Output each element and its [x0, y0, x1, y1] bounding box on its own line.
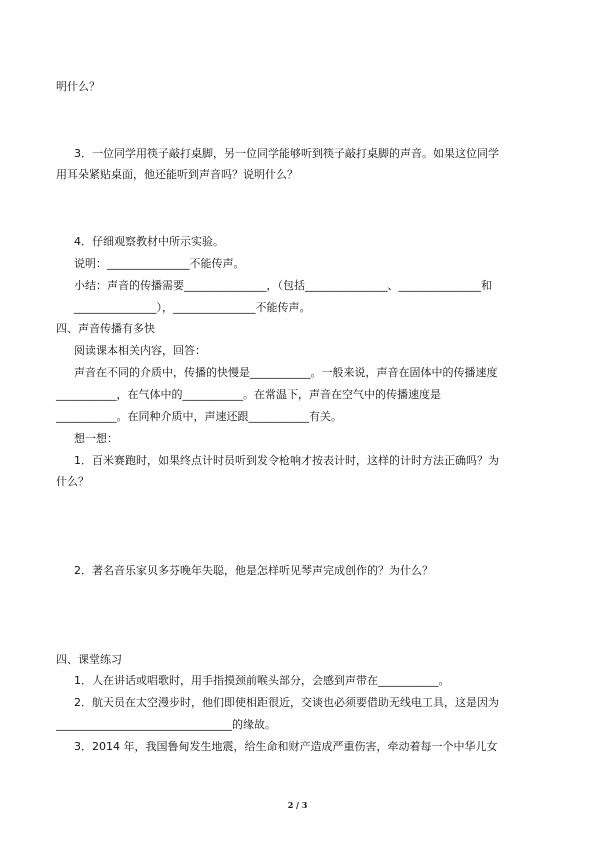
- think-question-2: 2．著名音乐家贝多芬晚年失聪，他是怎样听见琴声完成创作的？为什么？: [74, 564, 433, 577]
- page-number: 2 / 3: [287, 800, 308, 810]
- section-heading-practice: 四、课堂练习: [56, 653, 122, 666]
- summary-line-2: _______________），_______________不能传声。: [74, 301, 311, 314]
- question-3-line-2: 用耳朵紧贴桌面，他还能听到声音吗？说明什么？: [56, 168, 298, 181]
- speed-text-line-3: ___________。在同种介质中，声速还跟___________有关。: [56, 410, 342, 423]
- speed-text-line-2: ___________，在气体中的___________。在常温下，声音在空气中的传播速度是: [56, 388, 441, 401]
- question-3-line-1: 3．一位同学用筷子敲打桌脚，另一位同学能够听到筷子敲打桌脚的声音。如果这位同学: [74, 147, 499, 160]
- practice-question-3-line-1: 3．2014 年，我国鲁甸发生地震，给生命和财产造成严重伤害，牵动着每一个中华儿女: [74, 740, 498, 753]
- practice-question-2-line-1: 2．航天员在太空漫步时，他们即使相距很近，交谈也必须要借助无线电工具，这是因为: [74, 696, 499, 709]
- explanation-line: 说明：_______________不能传声。: [74, 257, 245, 270]
- think-question-1-line-2: 什么？: [56, 475, 89, 488]
- reading-instruction: 阅读课本相关内容，回答：: [74, 344, 206, 357]
- summary-line-1: 小结：声音的传播需要_______________，（包括_______________、_______________和: [74, 279, 492, 292]
- practice-question-2-line-2: ________________________________的缘故。: [56, 718, 276, 731]
- question-4: 4．仔细观察教材中所示实验。: [74, 235, 224, 248]
- practice-question-1: 1．人在讲话或唱歌时，用手指摸颈前喉头部分，会感到声带在___________。: [74, 674, 450, 687]
- text-line-continuation: 明什么？: [56, 80, 100, 93]
- speed-text-line-1: 声音在不同的介质中，传播的快慢是___________。一般来说，声音在固体中的传播速度: [74, 366, 498, 379]
- think-heading: 想一想：: [74, 432, 118, 445]
- think-question-1-line-1: 1．百米赛跑时，如果终点计时员听到发令枪响才按表计时，这样的计时方法正确吗？为: [74, 454, 499, 467]
- section-heading-speed: 四、声音传播有多快: [56, 322, 155, 335]
